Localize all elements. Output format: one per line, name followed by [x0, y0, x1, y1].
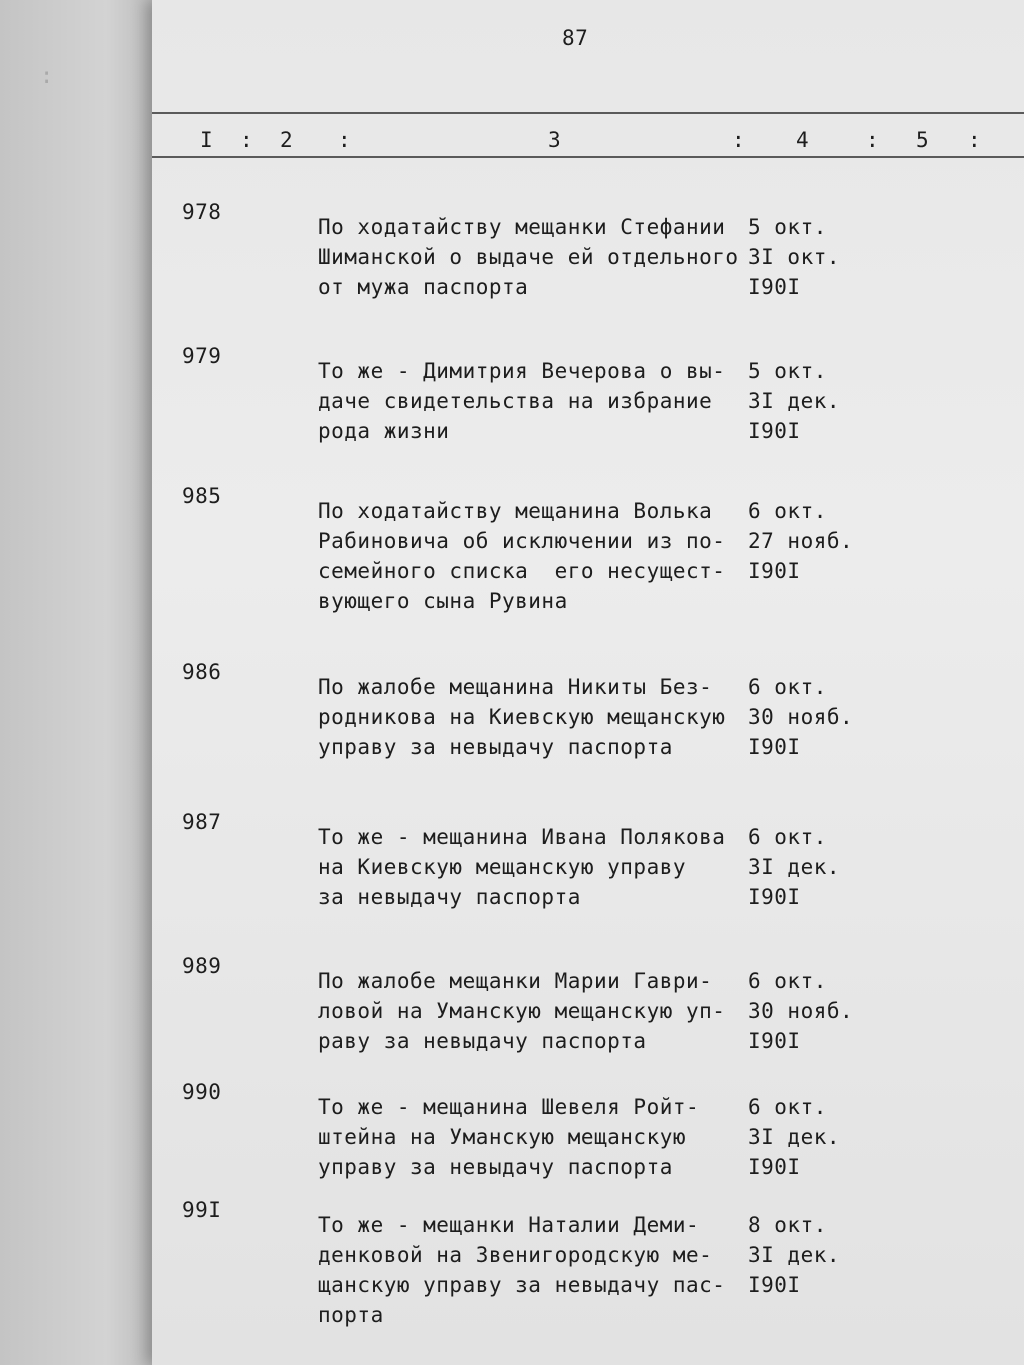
column-separator: : [866, 128, 880, 152]
column-separator: : [968, 128, 982, 152]
entry-dates: 6 окт. 3I дек. I90I [748, 1095, 841, 1179]
column-header-5: 5 [916, 128, 930, 152]
entry-dates: 6 окт. 3I дек. I90I [748, 825, 841, 909]
column-header-2: 2 [280, 128, 294, 152]
entry-description: То же - мещанки Наталии Деми- денковой на Звенигородскую ме- щанскую управу за невыдачу пас- порта [318, 1213, 726, 1327]
entry-description: То же - мещанина Шевеля Ройт- штейна на Уманскую мещанскую управу за невыдачу паспорта [318, 1095, 700, 1179]
entry-number: 979 [182, 344, 222, 368]
header-rule-top [152, 112, 1024, 114]
entry-description: По ходатайству мещанки Стефании Шиманской о выдаче ей отдельного от мужа паспорта [318, 215, 739, 299]
entry-number: 990 [182, 1080, 222, 1104]
entry-number: 978 [182, 200, 222, 224]
entry-number: 989 [182, 954, 222, 978]
column-header-4: 4 [796, 128, 810, 152]
entry-dates: 5 окт. 3I дек. I90I [748, 359, 841, 443]
column-separator: : [338, 128, 352, 152]
entry-number: 99I [182, 1198, 222, 1222]
entry-dates: 8 окт. 3I дек. I90I [748, 1213, 841, 1297]
bleed-through-text: : [40, 64, 54, 89]
column-separator: : [240, 128, 254, 152]
column-header-row [152, 128, 1024, 154]
document-page [152, 0, 1024, 1365]
entry-dates: 6 окт. 30 нояб. I90I [748, 675, 854, 759]
column-header-3: 3 [548, 128, 562, 152]
entry-dates: 6 окт. 27 нояб. I90I [748, 499, 854, 583]
entry-number: 986 [182, 660, 222, 684]
entry-dates: 6 окт. 30 нояб. I90I [748, 969, 854, 1053]
entry-description: По жалобе мещанки Марии Гаври- ловой на Уманскую мещанскую уп- раву за невыдачу паспорта [318, 969, 726, 1053]
entry-description: По жалобе мещанина Никиты Без- родникова на Киевскую мещанскую управу за невыдачу паспорта [318, 675, 726, 759]
entry-number: 985 [182, 484, 222, 508]
entry-description: По ходатайству мещанина Волька Рабиновича об исключении из по- семейного списка его несущест- вующего сына Рувина [318, 499, 726, 613]
page-number: 87 [562, 26, 589, 50]
entry-description: То же - мещанина Ивана Полякова на Киевскую мещанскую управу за невыдачу паспорта [318, 825, 726, 909]
left-page-edge [0, 0, 152, 1365]
entry-number: 987 [182, 810, 222, 834]
entry-description: То же - Димитрия Вечерова о вы- даче свидетельства на избрание рода жизни [318, 359, 726, 443]
entry-dates: 5 окт. 3I окт. I90I [748, 215, 841, 299]
header-rule-bottom [152, 156, 1024, 158]
column-separator: : [732, 128, 746, 152]
column-header-1: I [200, 128, 214, 152]
